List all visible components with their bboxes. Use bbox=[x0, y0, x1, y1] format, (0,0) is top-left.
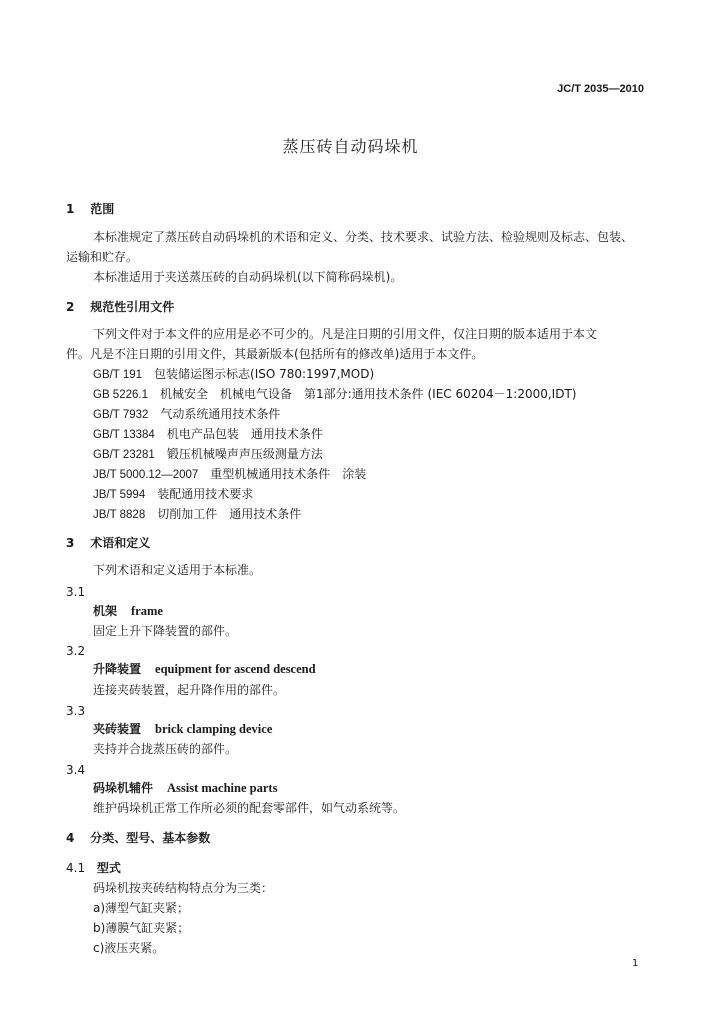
section-3-intro: 下列术语和定义适用于本标准。 bbox=[93, 563, 262, 577]
term-english: brick clamping device bbox=[155, 722, 273, 736]
term-definition: 夹持并合拢蒸压砖的部件。 bbox=[93, 742, 238, 756]
section-title: 术语和定义 bbox=[90, 536, 151, 550]
reference-code: GB/T 23281 bbox=[93, 449, 155, 461]
term-english: Assist machine parts bbox=[167, 781, 278, 795]
reference-code: GB/T 191 bbox=[93, 369, 143, 381]
reference-title: 锻压机械噪声声压级测量方法 bbox=[166, 447, 323, 461]
term-entry bbox=[93, 780, 277, 796]
reference-item bbox=[93, 466, 366, 483]
section-title: 规范性引用文件 bbox=[90, 300, 175, 314]
section-title: 分类、型号、基本参数 bbox=[90, 831, 211, 845]
reference-title: 机电产品包装 通用技术条件 bbox=[166, 427, 323, 441]
document-title: 蒸压砖自动码垛机 bbox=[282, 137, 419, 156]
section-title: 范围 bbox=[90, 202, 115, 216]
term-entry bbox=[93, 661, 316, 677]
reference-code: GB/T 7932 bbox=[93, 409, 149, 421]
section-number: 2 bbox=[66, 300, 75, 314]
term-entry bbox=[93, 603, 163, 619]
reference-title: 气动系统通用技术条件 bbox=[160, 407, 281, 421]
section-2-heading bbox=[66, 299, 174, 315]
reference-title: 装配通用技术要求 bbox=[157, 487, 254, 501]
section-4-heading bbox=[66, 830, 210, 846]
reference-code: JB/T 5994 bbox=[93, 489, 146, 501]
reference-title: 切削加工件 通用技术条件 bbox=[157, 507, 302, 521]
subsection-4-1-heading bbox=[66, 860, 121, 876]
page-number: 1 bbox=[632, 958, 639, 969]
reference-item bbox=[93, 406, 280, 423]
reference-title: 机械安全 机械电气设备 第1部分:通用技术条件 (IEC 60204－1:2000,IDT) bbox=[159, 387, 577, 401]
term-english: frame bbox=[131, 604, 163, 618]
section-1-heading bbox=[66, 201, 114, 217]
standard-code: JC/T 2035—2010 bbox=[557, 83, 644, 95]
reference-title: 重型机械通用技术条件 涂装 bbox=[210, 467, 367, 481]
section-3-heading bbox=[66, 535, 150, 551]
section-1-paragraph-1-line-2: 运输和贮存。 bbox=[66, 250, 139, 264]
reference-title: 包装储运图示标志(ISO 780:1997,MOD) bbox=[154, 367, 375, 381]
reference-code: GB/T 13384 bbox=[93, 429, 155, 441]
term-number: 3.1 bbox=[66, 585, 86, 599]
reference-code: GB 5226.1 bbox=[93, 389, 148, 401]
reference-code: JB/T 8828 bbox=[93, 509, 146, 521]
term-definition: 固定上升下降装置的部件。 bbox=[93, 624, 238, 638]
term-definition: 连接夹砖装置，起升降作用的部件。 bbox=[93, 683, 286, 697]
reference-item bbox=[93, 366, 374, 383]
section-1-paragraph-2: 本标准适用于夹送蒸压砖的自动码垛机(以下简称码垛机)。 bbox=[93, 270, 403, 284]
section-number: 4 bbox=[66, 831, 75, 845]
section-number: 3 bbox=[66, 536, 75, 550]
reference-item bbox=[93, 386, 576, 403]
term-chinese: 升降装置 bbox=[93, 662, 142, 676]
term-chinese: 码垛机辅件 bbox=[93, 781, 154, 795]
term-chinese: 机架 bbox=[93, 604, 118, 618]
term-definition: 维护码垛机正常工作所必须的配套零部件，如气动系统等。 bbox=[93, 801, 406, 815]
term-number: 3.2 bbox=[66, 644, 86, 658]
subsection-title: 型式 bbox=[96, 861, 121, 875]
reference-item bbox=[93, 426, 323, 443]
list-item: c)液压夹紧。 bbox=[93, 941, 165, 955]
section-2-intro-line-2: 件。凡是不注日期的引用文件，其最新版本(包括所有的修改单)适用于本文件。 bbox=[66, 347, 484, 361]
subsection-4-1-intro: 码垛机按夹砖结构特点分为三类： bbox=[93, 881, 274, 895]
section-2-intro-line-1: 下列文件对于本文件的应用是必不可少的。凡是注日期的引用文件，仅注日期的版本适用于本文 bbox=[93, 327, 598, 341]
term-number: 3.3 bbox=[66, 704, 86, 718]
list-item: a)薄型气缸夹紧； bbox=[93, 901, 190, 915]
section-1-paragraph-1-line-1: 本标准规定了蒸压砖自动码垛机的术语和定义、分类、技术要求、试验方法、检验规则及标志、包装、 bbox=[93, 230, 634, 244]
subsection-number: 4.1 bbox=[66, 861, 86, 875]
reference-code: JB/T 5000.12—2007 bbox=[93, 469, 199, 481]
term-chinese: 夹砖装置 bbox=[93, 722, 142, 736]
list-item: b)薄膜气缸夹紧； bbox=[93, 921, 190, 935]
term-english: equipment for ascend descend bbox=[155, 662, 316, 676]
section-number: 1 bbox=[66, 202, 75, 216]
term-entry bbox=[93, 721, 272, 737]
reference-item bbox=[93, 486, 253, 503]
reference-item bbox=[93, 446, 323, 463]
term-number: 3.4 bbox=[66, 763, 86, 777]
reference-item bbox=[93, 506, 301, 523]
